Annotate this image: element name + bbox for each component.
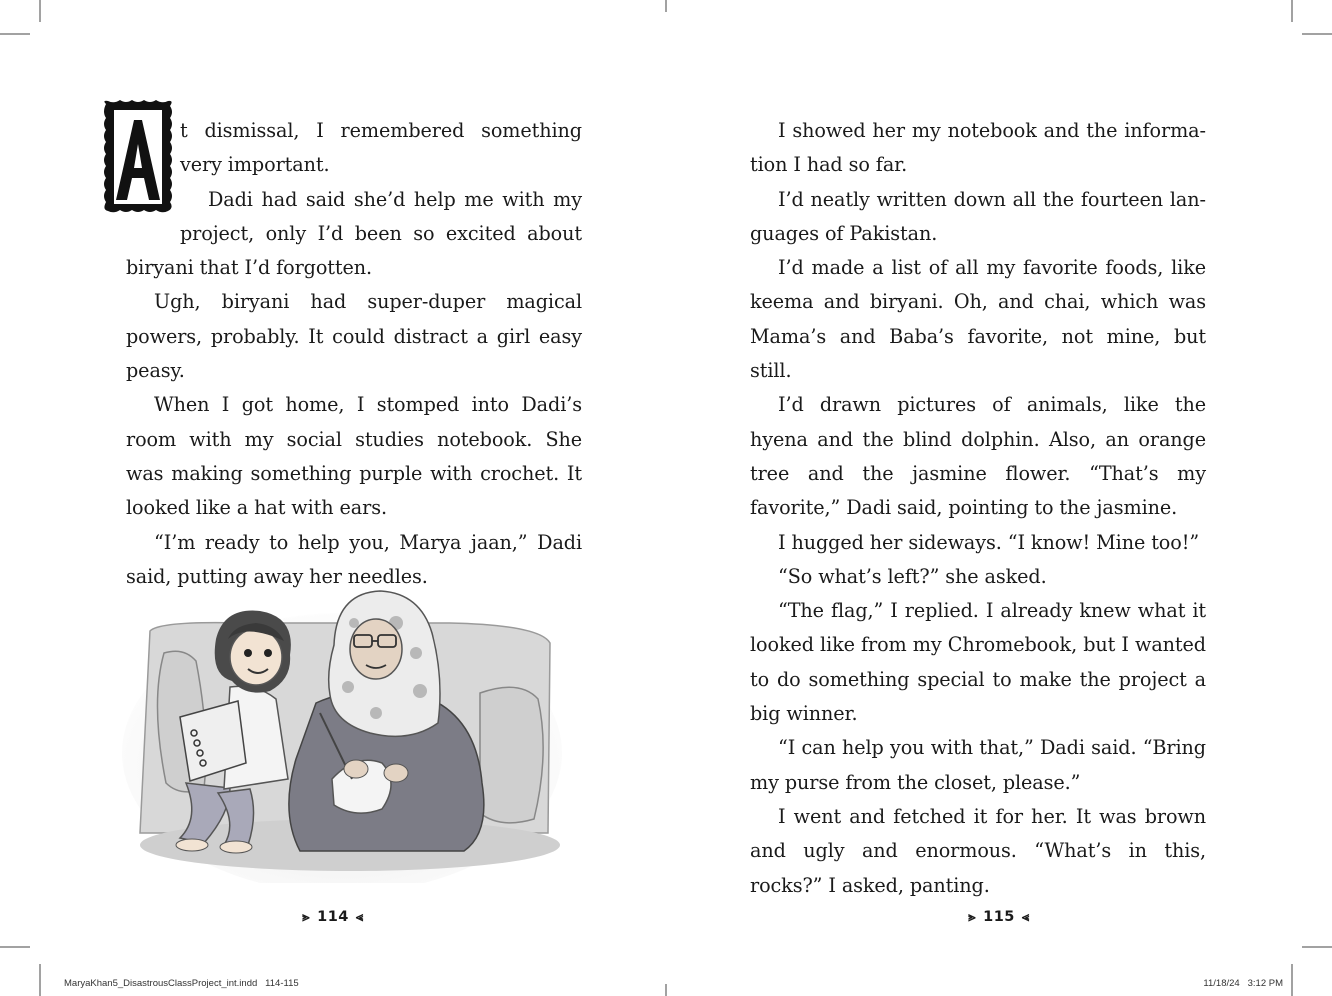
paragraph: “I can help you with that,” Dadi said. “Bring my purse from the closet, please.” xyxy=(750,736,1206,794)
slug-filename: MaryaKhan5_DisastrousClassProject_int.indd 114-115 xyxy=(64,978,299,989)
page-number-right xyxy=(666,909,1332,925)
paragraph: I went and fetched it for her. It was brown and ugly and enormous. “What’s in this, rocks?” I asked, panting. xyxy=(750,804,1206,897)
paragraph: Dadi had said she’d help me with my project, only I’d been so excited about biryani that I’d forgotten. xyxy=(126,187,582,280)
slug-datetime: 11/18/24 3:12 PM xyxy=(1203,978,1283,989)
illustration-girl-and-grandmother xyxy=(120,583,564,883)
paragraph: I showed her my notebook and the information I had so far. xyxy=(750,119,1206,177)
paragraph: t dismissal, I remembered something very important. xyxy=(180,119,582,177)
folio-ornament: ⪡ xyxy=(1021,910,1030,925)
paragraph: I’d made a list of all my favorite foods, like keema and biryani. Oh, and chai, which was Mama’s and Baba’s favorite, not mine, but still. xyxy=(750,256,1206,383)
folio-ornament: ⪡ xyxy=(355,910,364,925)
folio-ornament: ⪢ xyxy=(968,910,977,925)
paragraph: “The flag,” I replied. I already knew what it looked like from my Chromebook, but I wanted to do something special to make the project a big winner. xyxy=(750,599,1206,726)
right-page xyxy=(666,0,1332,996)
dropcap-frame xyxy=(100,98,176,216)
page-number-left xyxy=(0,909,666,925)
folio-ornament: ⪢ xyxy=(302,910,311,925)
paragraph: “So what’s left?” she asked. xyxy=(778,564,1047,588)
right-body-text xyxy=(750,114,1206,903)
page-number: 115 xyxy=(983,909,1015,925)
paragraph: I hugged her sideways. “I know! Mine too!” xyxy=(778,530,1200,554)
paragraph: “I’m ready to help you, Marya jaan,” Dadi said, putting away her needles. xyxy=(126,530,582,588)
paragraph: I’d neatly written down all the fourteen languages of Pakistan. xyxy=(750,187,1206,245)
paragraph: I’d drawn pictures of animals, like the hyena and the blind dolphin. Also, an orange tree and the jasmine flower. “That’s my favorite,” Dadi said, pointing to the jasmine. xyxy=(750,393,1206,520)
paragraph: When I got home, I stomped into Dadi’s room with my social studies notebook. She was making something purple with crochet. It looked like a hat with ears. xyxy=(126,393,582,520)
left-body-text xyxy=(126,114,582,594)
page-number: 114 xyxy=(317,909,349,925)
paragraph: Ugh, biryani had super-duper magical powers, probably. It could distract a girl easy peasy. xyxy=(126,290,582,383)
